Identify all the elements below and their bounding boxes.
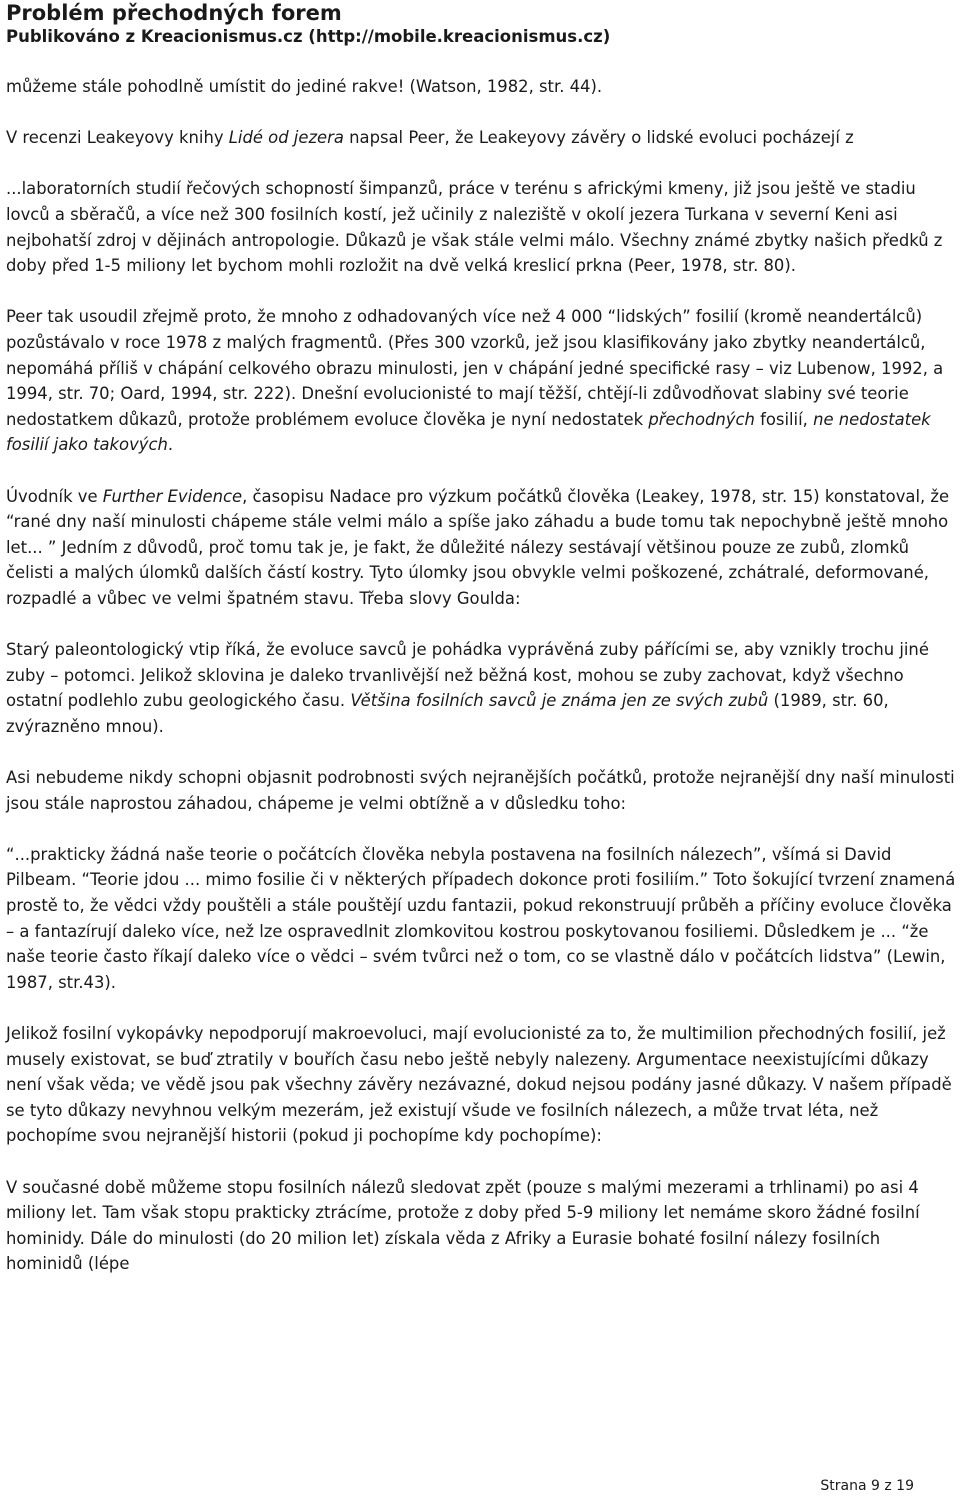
quote-gould-emphasis: Většina fosilních savců je známa jen ze svých zubů [350, 691, 769, 711]
page-number: Strana 9 z 19 [820, 1478, 914, 1494]
paragraph-1: můžeme stále pohodlně umístit do jediné rakve! (Watson, 1982, str. 44). [6, 77, 603, 96]
paragraph-4-emphasis-d: ne nedostatek fosilií jako takových [6, 409, 931, 455]
paragraph-4-text-c: fosilií, [754, 409, 814, 429]
article-body [6, 74, 956, 1303]
paragraph-4-emphasis-b: přechodných [648, 409, 755, 429]
quote-gould-text-c: (1989, str. 60, zvýrazněno mnou). [6, 691, 889, 736]
paragraph-5-text-c: , časopisu Nadace pro výzkum počátků člověka (Leakey, 1978, str. 15) konstatoval, že “rané dny naší minulosti chápeme stále velmi málo a spíše jako záhadu a bude tomu tak nepochybně ještě mnoho let... ” Jedním z důvodů, proč tomu tak je, je fakt, že důležité nálezy sestávají většinou pouze ze zubů, zlomků čelisti a malých úlomků dalších částí kostry. Tyto úlomky jsou obvykle velmi poškozené, zchátralé, deformované, rozpadlé a vůbec ve velmi špatném stavu. Třeba slovy Goulda: [6, 486, 950, 608]
book-title: Lidé od jezera [228, 128, 344, 148]
page-header [6, 0, 956, 48]
paragraph-4-text-e: . [167, 435, 174, 455]
source-line: Publikováno z Kreacionismus.cz (http://mobile.kreacionismus.cz) [6, 27, 611, 46]
paragraph-10: V současné době můžeme stopu fosilních nálezů sledovat zpět (pouze s malými mezerami a trhlinami) po asi 4 miliony let. Tam však stopu prakticky ztrácíme, protože z doby před 5-9 miliony let nemáme skoro žádné fosilní hominidy. Dále do minulosti (do 20 milion let) získala věda z Afriky a Eurasie bohaté fosilní nálezy fosilních hominidů (lépe [6, 1177, 920, 1274]
quote-peer: ...laboratorních studií řečových schopností šimpanzů, práce v terénu s africkými kmeny, již jsou ještě ve stadiu lovců a sběračů, a více než 300 fosilních kostí, jež učinily z naleziště v okolí jezera Turkana v severní Keni asi nejbohatší zdroj v dějinách antropologie. Důkazů je však stále velmi málo. Všechny známé zbytky našich předků z doby před 1-5 miliony let bychom mohli rozložit na dvě velká kreslicí prkna (Peer, 1978, str. 80). [6, 179, 943, 276]
quote-gould-text-a: Starý paleontologický vtip říká, že evoluce savců je pohádka vyprávěná zuby pářícími se, aby vznikly trochu jiné zuby – potomci. Jelikož sklovina je daleko trvanlivější než běžná kost, mohou se zuby zachovat, když všechno ostatní podlehlo zubu geologického času. [6, 640, 929, 711]
paragraph-5-text-a: Úvodník ve [6, 486, 103, 506]
quote-gould [6, 637, 956, 739]
paragraph-2-text-a: V recenzi Leakeyovy knihy [6, 128, 229, 148]
paragraph-7: Asi nebudeme nikdy schopni objasnit podrobnosti svých nejranějších počátků, protože nejranější dny naší minulosti jsou stále naprostou záhadou, chápeme je velmi obtížně a v důsledku toho: [6, 768, 955, 813]
paragraph-2-text-c: napsal Peer, že Leakeyovy závěry o lidské evoluci pocházejí z [343, 128, 854, 148]
journal-title: Further Evidence [102, 486, 243, 506]
paragraph-2 [6, 125, 956, 151]
paragraph-5 [6, 484, 956, 612]
document-title: Problém přechodných forem [6, 1, 342, 25]
paragraph-9: Jelikož fosilní vykopávky nepodporují makroevoluci, mají evolucionisté za to, že multimilion přechodných fosilií, jež musely existovat, se buď ztratily v bouřích času nebo ještě nebyly nalezeny. Argumentace neexistujícími důkazy není však věda; ve vědě jsou pak všechny závěry nezávazné, dokud nejsou podány jasné důkazy. V našem případě se tyto důkazy nevyhnou velkým mezerám, jež existují všude ve fosilních nálezech, a může trvat léta, než pochopíme svou nejranější historii (pokud ji pochopíme kdy pochopíme): [6, 1023, 952, 1146]
paragraph-4-text-a: Peer tak usoudil zřejmě proto, že mnoho z odhadovaných více než 4 000 “lidských” fosilií (kromě neandertálců) pozůstávalo v roce 1978 z malých fragmentů. (Přes 300 vzorků, jež jsou klasifikovány jako zbytky neandertálců, nepomáhá příliš v chápání celkového obrazu minulosti, jen v chápání jedné specifické rasy – viz Lubenow, 1992, a 1994, str. 70; Oard, 1994, str. 222). Dnešní evolucionisté to mají těžší, chtějí-li zdůvodňovat slabiny své teorie nedostatkem důkazů, protože problémem evoluce člověka je nyní nedostatek [6, 307, 944, 429]
quote-lewin: “...prakticky žádná naše teorie o počátcích člověka nebyla postavena na fosilních nálezech”, všímá si David Pilbeam. “Teorie jdou ... mimo fosilie či v některých případech dokonce proti fosiliím.” Toto šokující tvrzení znamená prostě to, že vědci vždy pouštěli a stále pouštějí uzdu fantazii, pokud rekonstruují průběh a příčiny evoluce člověka – a fantazírují daleko více, než lze ospravedlnit zlomkovitou kostrou poskytovanou fosiliemi. Důsledkem je ... “že naše teorie často říkají daleko více o vědci – svém tvůrci než o tom, co se vlastně dálo v počátcích lidstva” (Lewin, 1987, str.43). [6, 844, 956, 992]
paragraph-4 [6, 304, 956, 458]
